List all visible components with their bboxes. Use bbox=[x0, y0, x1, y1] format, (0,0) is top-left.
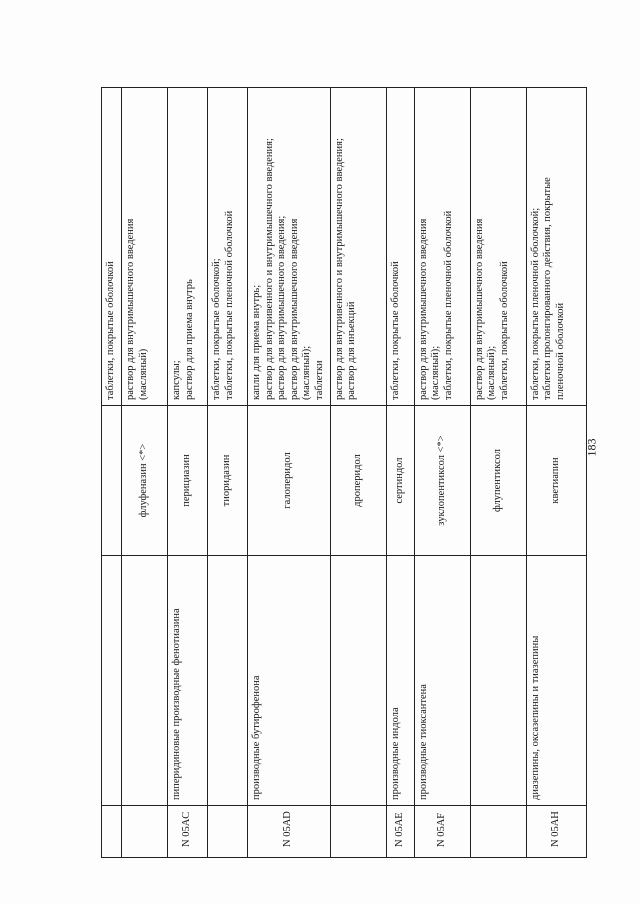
dosage-form-line: таблетки bbox=[313, 360, 325, 400]
dosage-form-line: раствор для внутримышечного введения bbox=[473, 218, 485, 400]
dosage-form-cell bbox=[414, 88, 470, 406]
drug-name-cell: тиоридазин bbox=[208, 406, 248, 556]
atc-code-cell: N 05AD bbox=[248, 806, 331, 858]
atc-code-cell: N 05AE bbox=[386, 806, 414, 858]
dosage-form-line: таблетки, покрытые пленочной оболочкой bbox=[223, 210, 235, 400]
dosage-form-cell bbox=[122, 88, 168, 406]
group-name-cell: пиперидиновые производные фенотиазина bbox=[168, 556, 208, 806]
dosage-form-cell bbox=[102, 88, 122, 406]
dosage-form-line: капсулы; bbox=[171, 360, 182, 400]
group-name-cell bbox=[470, 556, 526, 806]
dosage-form-line: (масляный); bbox=[430, 345, 442, 400]
atc-code-cell: N 05AC bbox=[168, 806, 208, 858]
dosage-form-line: таблетки, покрытые пленочной оболочкой bbox=[442, 210, 454, 400]
atc-code-cell bbox=[122, 806, 168, 858]
group-name-cell bbox=[122, 556, 168, 806]
dosage-form-line: таблетки, покрытые оболочкой bbox=[389, 261, 401, 400]
group-name-cell bbox=[102, 556, 122, 806]
drug-name-cell: галоперидол bbox=[248, 406, 331, 556]
dosage-form-line: раствор для внутримышечного введения bbox=[288, 218, 300, 400]
drug-name-cell: зуклопентиксол <*> bbox=[414, 406, 470, 556]
table-row bbox=[526, 88, 586, 858]
table-row bbox=[470, 88, 526, 858]
dosage-form-cell bbox=[208, 88, 248, 406]
atc-code-cell: N 05AF bbox=[414, 806, 470, 858]
drug-name-cell: дроперидол bbox=[330, 406, 386, 556]
dosage-form-cell bbox=[168, 88, 208, 406]
dosage-form-line: пленочной оболочкой bbox=[554, 302, 566, 400]
rotated-table-container bbox=[101, 88, 580, 858]
dosage-form-line: таблетки пролонгированного действия, покрытые bbox=[542, 177, 554, 400]
drug-name-cell: флуфеназин <*> bbox=[122, 406, 168, 556]
group-name-cell: производные индола bbox=[386, 556, 414, 806]
dosage-form-line: раствор для внутривенного и внутримышечного введения; bbox=[333, 138, 345, 400]
table-row bbox=[248, 88, 331, 858]
dosage-form-line: капли для приема внутрь; bbox=[251, 284, 262, 400]
atc-code-cell bbox=[102, 806, 122, 858]
drug-table-body bbox=[102, 88, 587, 858]
dosage-form-line: раствор для инъекций bbox=[346, 301, 358, 400]
drug-name-cell bbox=[102, 406, 122, 556]
drug-name-cell: флупентиксол bbox=[470, 406, 526, 556]
dosage-form-line: (масляный) bbox=[137, 348, 149, 400]
dosage-form-line: таблетки, покрытые оболочкой bbox=[105, 261, 116, 400]
dosage-form-line: (масляный); bbox=[486, 345, 498, 400]
dosage-form-line: таблетки, покрытые оболочкой bbox=[498, 261, 510, 400]
dosage-form-cell bbox=[470, 88, 526, 406]
dosage-form-cell bbox=[248, 88, 331, 406]
group-name-cell: диазепины, оксазепины и тиазепины bbox=[526, 556, 586, 806]
table-row bbox=[168, 88, 208, 858]
dosage-form-cell bbox=[386, 88, 414, 406]
group-name-cell bbox=[330, 556, 386, 806]
drug-name-cell: сертиндол bbox=[386, 406, 414, 556]
table-row bbox=[102, 88, 122, 858]
dosage-form-line: раствор для внутримышечного введения bbox=[417, 218, 429, 400]
atc-code-cell bbox=[470, 806, 526, 858]
dosage-form-line: таблетки, покрытые пленочной оболочкой; bbox=[529, 207, 541, 400]
drug-name-cell: перициазин bbox=[168, 406, 208, 556]
group-name-cell bbox=[208, 556, 248, 806]
dosage-form-cell bbox=[526, 88, 586, 406]
group-name-cell: производные бутирофенона bbox=[248, 556, 331, 806]
dosage-form-line: (масляный); bbox=[301, 345, 313, 400]
page-number: 183 bbox=[584, 438, 599, 457]
group-name-cell: производные тиоксантена bbox=[414, 556, 470, 806]
dosage-form-line: раствор для внутримышечного введения; bbox=[276, 215, 288, 400]
atc-code-cell bbox=[330, 806, 386, 858]
atc-code-cell bbox=[208, 806, 248, 858]
dosage-form-line: раствор для внутримышечного введения bbox=[125, 218, 136, 400]
dosage-form-line: раствор для приема внутрь bbox=[183, 279, 195, 400]
dosage-form-line: раствор для внутривенного и внутримышечного введения; bbox=[263, 138, 275, 400]
table-row bbox=[386, 88, 414, 858]
dosage-form-line: таблетки, покрытые оболочкой; bbox=[211, 258, 222, 400]
table-row bbox=[122, 88, 168, 858]
atc-code-cell: N 05AH bbox=[526, 806, 586, 858]
table-row bbox=[208, 88, 248, 858]
dosage-form-cell bbox=[330, 88, 386, 406]
table-row bbox=[414, 88, 470, 858]
table-row bbox=[330, 88, 386, 858]
drug-name-cell: кветиапин bbox=[526, 406, 586, 556]
drug-table bbox=[101, 87, 587, 858]
